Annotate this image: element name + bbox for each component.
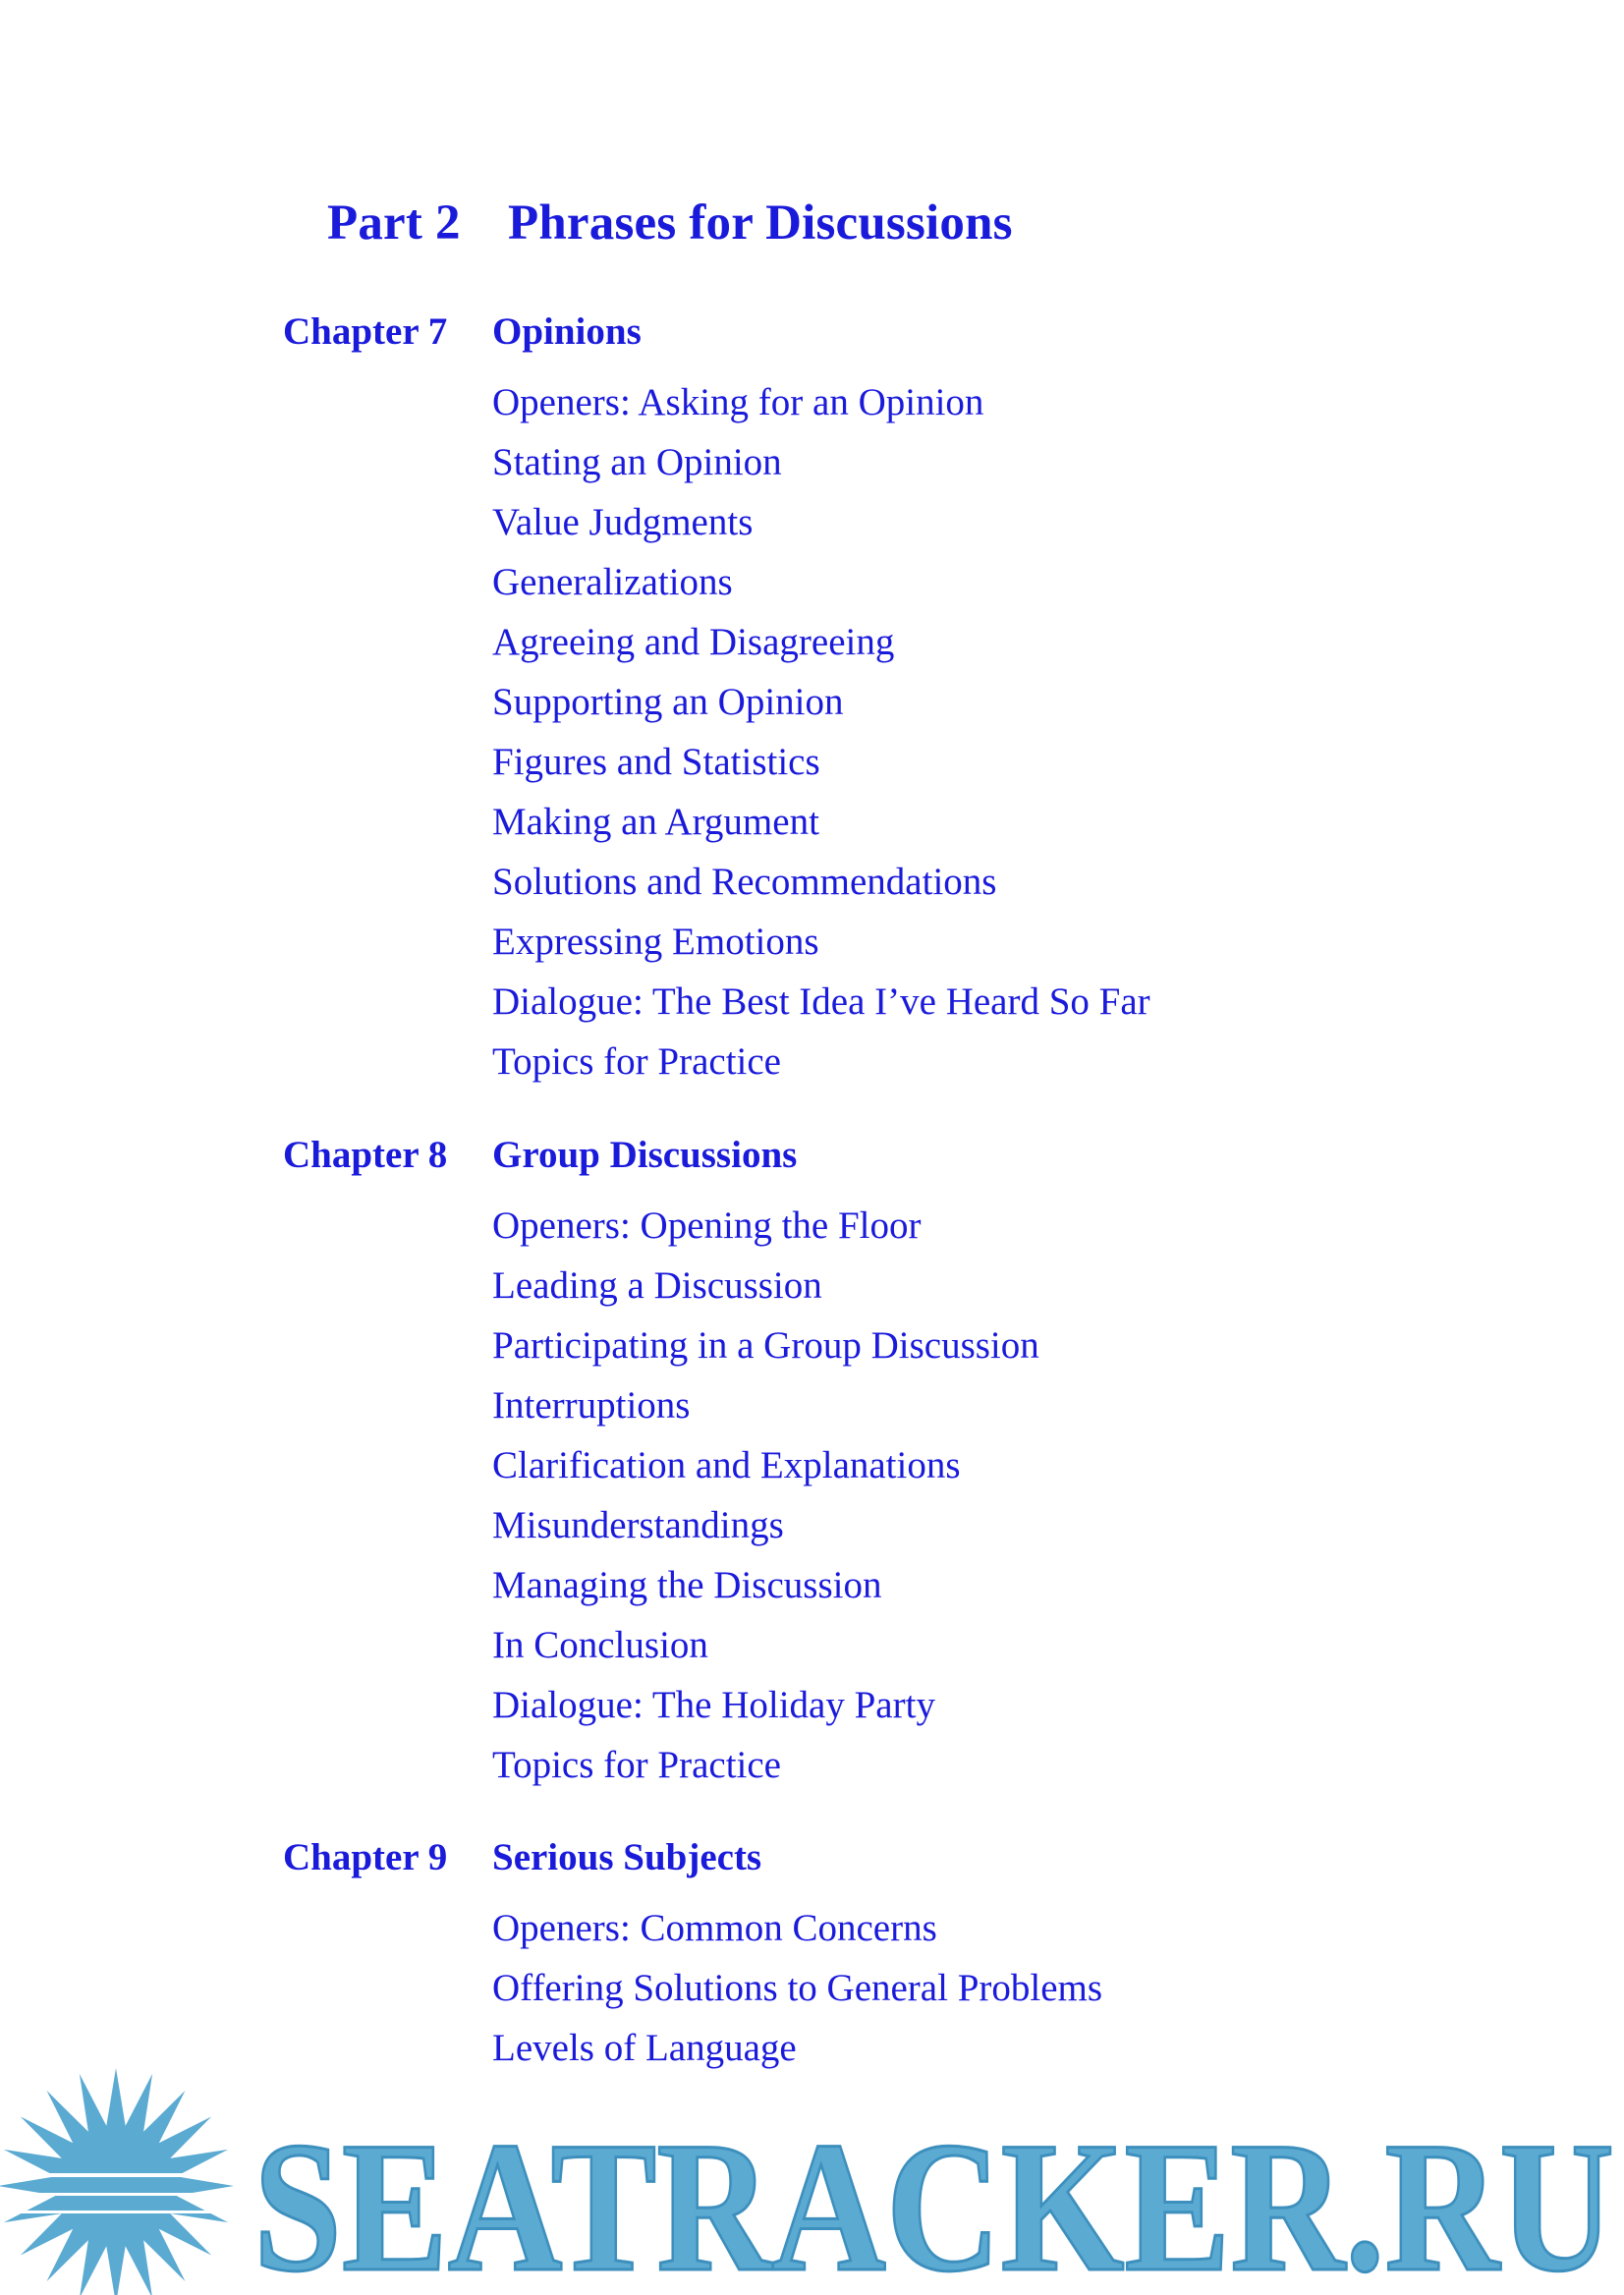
chapter-7 [283,309,1462,1092]
section-item: Leading a Discussion [492,1264,822,1307]
chapter-label: Chapter 7 [283,310,448,353]
chapter-8 [283,1133,1462,1795]
chapter-heading [283,309,1462,363]
section-item: Dialogue: The Best Idea I’ve Heard So Far [492,980,1150,1023]
part-number: Part 2 [327,196,461,251]
chapter-label: Chapter 9 [283,1836,448,1878]
section-item: Offering Solutions to General Problems [492,1967,1103,2009]
part-title: Phrases for Discussions [508,196,1013,251]
watermark [0,2063,1624,2295]
section-item: Openers: Common Concerns [492,1907,937,1949]
section-item: Expressing Emotions [492,921,819,963]
section-item: Levels of Language [492,2027,797,2069]
chapter-title: Serious Subjects [492,1836,762,1878]
section-item: Interruptions [492,1384,691,1427]
sun-burst-icon [0,2068,246,2295]
chapter-heading [283,1133,1462,1186]
chapter-title: Group Discussions [492,1134,798,1176]
section-item: Stating an Opinion [492,441,782,483]
section-list [492,1196,1462,1795]
section-item: Supporting an Opinion [492,681,844,723]
section-item: In Conclusion [492,1624,708,1666]
chapter-label: Chapter 8 [283,1134,448,1176]
section-item: Clarification and Explanations [492,1444,961,1486]
part-heading [327,195,1013,252]
section-list [492,1898,1462,2078]
chapter-title: Opinions [492,310,642,353]
section-item: Participating in a Group Discussion [492,1324,1039,1367]
watermark-text: SEATRACKER.RU [253,2104,1614,2295]
section-item: Managing the Discussion [492,1564,882,1606]
section-item: Solutions and Recommendations [492,861,997,903]
section-item: Openers: Asking for an Opinion [492,381,984,423]
section-item: Figures and Statistics [492,741,820,783]
section-item: Agreeing and Disagreeing [492,621,895,663]
section-item: Topics for Practice [492,1040,781,1083]
section-item: Dialogue: The Holiday Party [492,1684,935,1726]
chapter-9 [283,1835,1462,2078]
section-item: Topics for Practice [492,1744,781,1786]
section-item: Value Judgments [492,501,754,543]
section-item: Openers: Opening the Floor [492,1204,922,1247]
section-item: Generalizations [492,561,733,603]
section-item: Misunderstandings [492,1504,784,1546]
section-item: Making an Argument [492,801,819,843]
chapter-heading [283,1835,1462,1888]
section-list [492,372,1462,1092]
